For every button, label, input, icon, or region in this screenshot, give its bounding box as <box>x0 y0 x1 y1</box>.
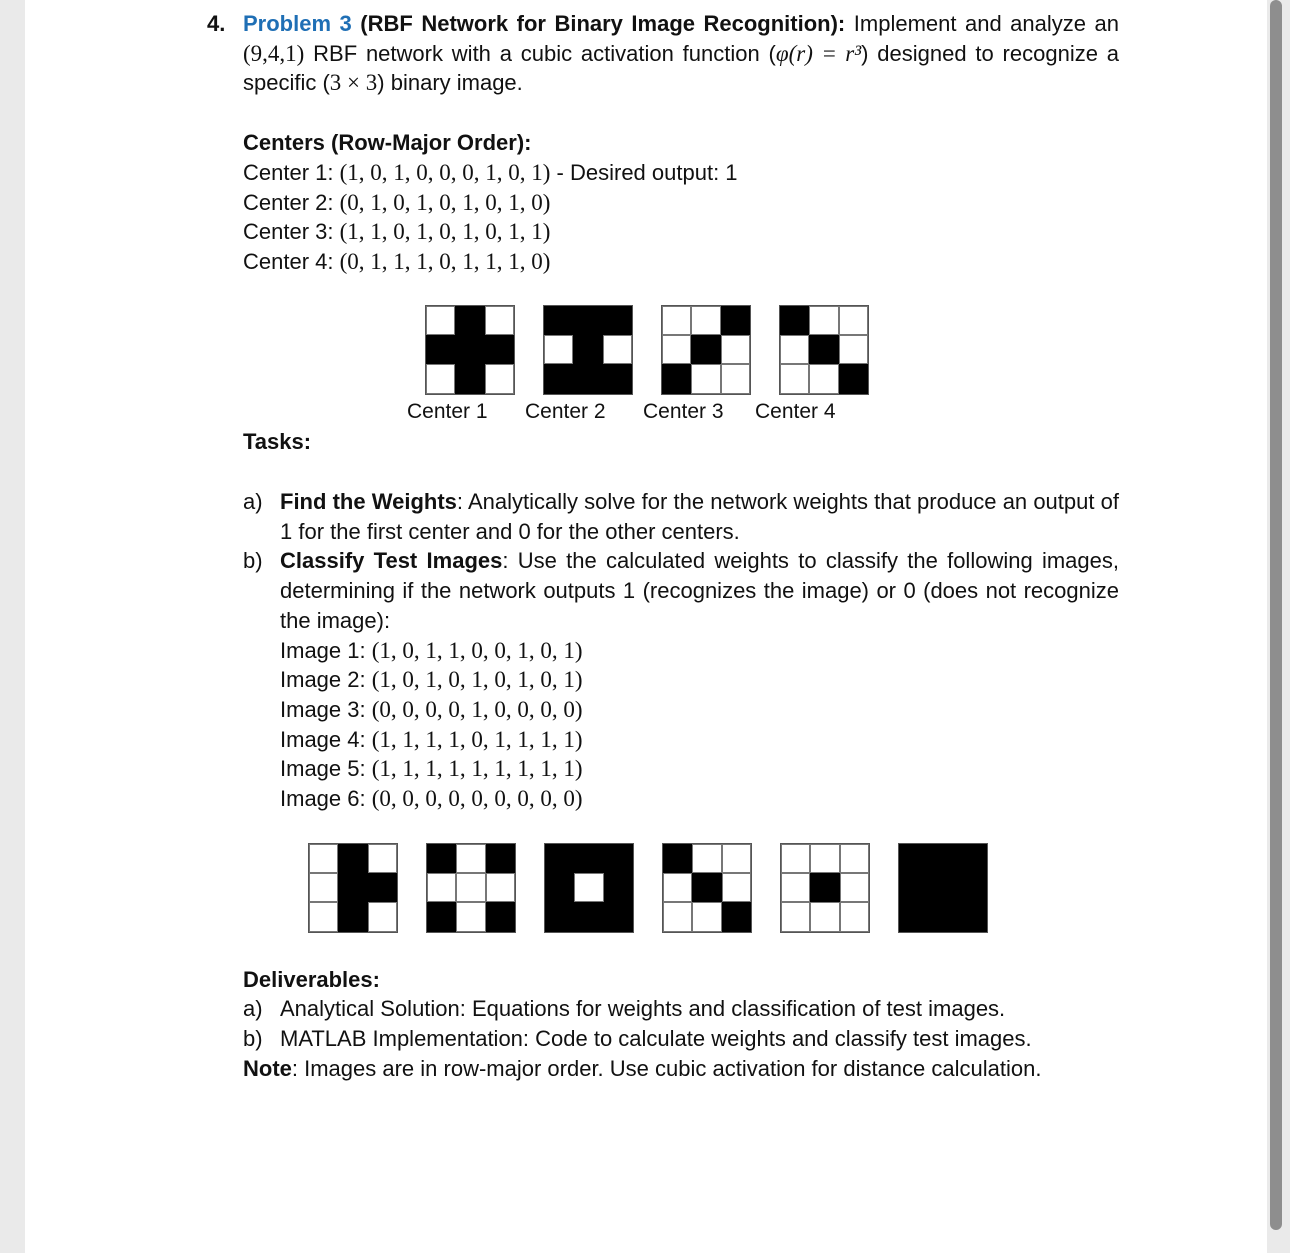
black-pixel <box>899 873 928 902</box>
white-pixel <box>456 902 485 931</box>
black-pixel <box>485 335 514 364</box>
black-pixel <box>573 364 602 393</box>
black-pixel <box>691 335 720 364</box>
black-pixel <box>544 306 573 335</box>
note-line <box>243 1054 1119 1084</box>
black-pixel <box>545 873 574 902</box>
black-pixel <box>721 306 750 335</box>
black-pixel <box>958 873 987 902</box>
center-figure-labels <box>407 397 1119 427</box>
problem-content <box>207 9 1119 1084</box>
black-pixel <box>455 364 484 393</box>
test-image-vector: (1, 0, 1, 1, 0, 0, 1, 0, 1) <box>371 637 583 663</box>
white-pixel <box>368 844 397 873</box>
white-pixel <box>485 364 514 393</box>
black-pixel <box>486 844 515 873</box>
black-pixel <box>928 902 957 931</box>
center-figures <box>425 305 1119 395</box>
task-b <box>243 546 1119 813</box>
center-image-grid <box>779 305 869 395</box>
black-pixel <box>427 902 456 931</box>
test-image-figures <box>308 843 1119 933</box>
black-pixel <box>426 335 455 364</box>
test-image-line <box>280 754 1119 784</box>
white-pixel <box>485 306 514 335</box>
black-pixel <box>427 844 456 873</box>
task-title: Find the Weights <box>280 489 457 515</box>
image-size: 3 × 3 <box>329 70 378 96</box>
test-image-grid <box>898 843 988 933</box>
white-pixel <box>692 902 721 931</box>
white-pixel <box>722 873 751 902</box>
white-pixel <box>840 902 869 931</box>
deliverable-letter: b) <box>243 1026 263 1052</box>
test-image-label: Image 1: <box>280 637 372 663</box>
white-pixel <box>426 306 455 335</box>
white-pixel <box>839 306 868 335</box>
black-pixel <box>604 902 633 931</box>
black-pixel <box>839 364 868 393</box>
deliverables-section <box>243 965 1119 1084</box>
task-a <box>243 487 1119 546</box>
white-pixel <box>809 364 838 393</box>
center-figure-label: Center 4 <box>755 399 836 423</box>
intro-text: Implement and analyze an <box>845 11 1119 36</box>
problem-link[interactable]: Problem 3 <box>243 11 352 36</box>
center-image-grid <box>425 305 515 395</box>
black-pixel <box>573 306 602 335</box>
black-pixel <box>780 306 809 335</box>
black-pixel <box>663 844 692 873</box>
test-image-grid <box>780 843 870 933</box>
note-label: Note <box>243 1055 292 1081</box>
tasks-list <box>243 487 1119 814</box>
deliverable-text: Analytical Solution: Equations for weights and classification of test images. <box>280 996 1006 1022</box>
problem-statement <box>207 9 1119 98</box>
center-line <box>243 247 1119 277</box>
black-pixel <box>809 335 838 364</box>
test-image-grid <box>308 843 398 933</box>
center-figure-label: Center 1 <box>407 399 488 423</box>
center-label: Center 3: <box>243 219 340 245</box>
problem-title: (RBF Network for Binary Image Recognition): <box>360 11 846 36</box>
white-pixel <box>427 873 456 902</box>
black-pixel <box>899 902 928 931</box>
task-text: : Use the calculated weights to classify the following images, determining if the network outputs 1 (recognizes the image) or 0 (does not recognize the image): <box>280 548 1119 633</box>
task-letter: a) <box>243 489 263 515</box>
white-pixel <box>721 364 750 393</box>
test-image-grid <box>662 843 752 933</box>
black-pixel <box>722 902 751 931</box>
scrollbar[interactable] <box>1270 0 1282 1230</box>
center-label: Center 1: <box>243 159 340 185</box>
test-image-line <box>280 725 1119 755</box>
white-pixel <box>368 902 397 931</box>
test-image-label: Image 6: <box>280 786 372 812</box>
black-pixel <box>368 873 397 902</box>
black-pixel <box>603 306 632 335</box>
center-figure-label: Center 3 <box>643 399 724 423</box>
black-pixel <box>545 902 574 931</box>
black-pixel <box>455 306 484 335</box>
center-image-grid <box>543 305 633 395</box>
center-line <box>243 158 1119 188</box>
black-pixel <box>692 873 721 902</box>
test-image-grid <box>544 843 634 933</box>
white-pixel <box>663 873 692 902</box>
center-vector: (0, 1, 0, 1, 0, 1, 0, 1, 0) <box>339 189 551 215</box>
white-pixel <box>840 844 869 873</box>
white-pixel <box>486 873 515 902</box>
black-pixel <box>662 364 691 393</box>
deliverable-letter: a) <box>243 996 263 1022</box>
center-figure-label: Center 2 <box>525 399 606 423</box>
center-vector: (1, 0, 1, 0, 0, 0, 1, 0, 1) <box>339 159 551 185</box>
test-image-vector: (1, 1, 1, 1, 1, 1, 1, 1, 1) <box>371 756 583 782</box>
white-pixel <box>691 364 720 393</box>
white-pixel <box>781 902 810 931</box>
black-pixel <box>486 902 515 931</box>
white-pixel <box>309 873 338 902</box>
white-pixel <box>544 335 573 364</box>
task-text: : Analytically solve for the network weights that produce an output of 1 for the first center and 0 for the other centers. <box>280 489 1119 544</box>
center-vector: (0, 1, 1, 1, 0, 1, 1, 1, 0) <box>339 248 551 274</box>
task-letter: b) <box>243 548 263 574</box>
black-pixel <box>928 873 957 902</box>
note-text: : Images are in row-major order. Use cubic activation for distance calculation. <box>291 1055 1042 1081</box>
test-image-vector: (1, 0, 1, 0, 1, 0, 1, 0, 1) <box>371 667 583 693</box>
white-pixel <box>781 873 810 902</box>
test-image-vector: (0, 0, 0, 0, 1, 0, 0, 0, 0) <box>371 696 583 722</box>
center-image-grid <box>661 305 751 395</box>
test-image-vector: (1, 1, 1, 1, 0, 1, 1, 1, 1) <box>371 726 583 752</box>
black-pixel <box>338 844 367 873</box>
deliverable-text: MATLAB Implementation: Code to calculate weights and classify test images. <box>280 1026 1032 1052</box>
center-label: Center 2: <box>243 189 340 215</box>
black-pixel <box>604 873 633 902</box>
center-label: Center 4: <box>243 248 340 274</box>
white-pixel <box>426 364 455 393</box>
black-pixel <box>928 844 957 873</box>
black-pixel <box>574 844 603 873</box>
test-image-label: Image 4: <box>280 726 372 752</box>
deliverable-item <box>243 994 1119 1024</box>
test-image-label: Image 2: <box>280 667 372 693</box>
white-pixel <box>781 844 810 873</box>
center-note: - Desired output: 1 <box>550 159 738 185</box>
white-pixel <box>722 844 751 873</box>
black-pixel <box>544 364 573 393</box>
white-pixel <box>603 335 632 364</box>
intro-text: ) designed to recognize a specific ( <box>243 40 1119 96</box>
white-pixel <box>456 844 485 873</box>
white-pixel <box>663 902 692 931</box>
activation-formula: φ(r) = r³ <box>775 40 862 66</box>
white-pixel <box>810 844 839 873</box>
black-pixel <box>455 335 484 364</box>
center-line <box>243 188 1119 218</box>
white-pixel <box>692 844 721 873</box>
test-image-line <box>280 636 1119 666</box>
task-title: Classify Test Images <box>280 548 503 574</box>
white-pixel <box>780 364 809 393</box>
white-pixel <box>691 306 720 335</box>
deliverables-heading: Deliverables: <box>243 966 380 992</box>
white-pixel <box>662 306 691 335</box>
black-pixel <box>958 902 987 931</box>
black-pixel <box>574 902 603 931</box>
white-pixel <box>721 335 750 364</box>
problem-number: 4. <box>207 11 226 36</box>
deliverable-item <box>243 1024 1119 1054</box>
white-pixel <box>780 335 809 364</box>
black-pixel <box>338 902 367 931</box>
white-pixel <box>456 873 485 902</box>
centers-heading: Centers (Row-Major Order): <box>243 130 532 156</box>
white-pixel <box>309 902 338 931</box>
white-pixel <box>574 873 603 902</box>
black-pixel <box>338 873 367 902</box>
black-pixel <box>899 844 928 873</box>
center-vector: (1, 1, 0, 1, 0, 1, 0, 1, 1) <box>339 219 551 245</box>
test-image-line <box>280 695 1119 725</box>
white-pixel <box>810 902 839 931</box>
test-image-line <box>280 665 1119 695</box>
intro-text: ) binary image. <box>377 70 523 96</box>
black-pixel <box>958 844 987 873</box>
test-image-label: Image 3: <box>280 696 372 722</box>
test-image-line <box>280 784 1119 814</box>
test-image-grid <box>426 843 516 933</box>
black-pixel <box>573 335 602 364</box>
black-pixel <box>810 873 839 902</box>
white-pixel <box>839 335 868 364</box>
white-pixel <box>840 873 869 902</box>
center-line <box>243 217 1119 247</box>
black-pixel <box>603 364 632 393</box>
black-pixel <box>545 844 574 873</box>
black-pixel <box>604 844 633 873</box>
tasks-heading: Tasks: <box>243 429 312 455</box>
network-spec: (9,4,1) <box>243 40 305 66</box>
test-image-vector: (0, 0, 0, 0, 0, 0, 0, 0, 0) <box>371 786 583 812</box>
white-pixel <box>809 306 838 335</box>
white-pixel <box>662 335 691 364</box>
centers-section <box>243 128 1119 277</box>
intro-text: RBF network with a cubic activation function ( <box>304 40 776 66</box>
white-pixel <box>309 844 338 873</box>
test-image-label: Image 5: <box>280 756 372 782</box>
